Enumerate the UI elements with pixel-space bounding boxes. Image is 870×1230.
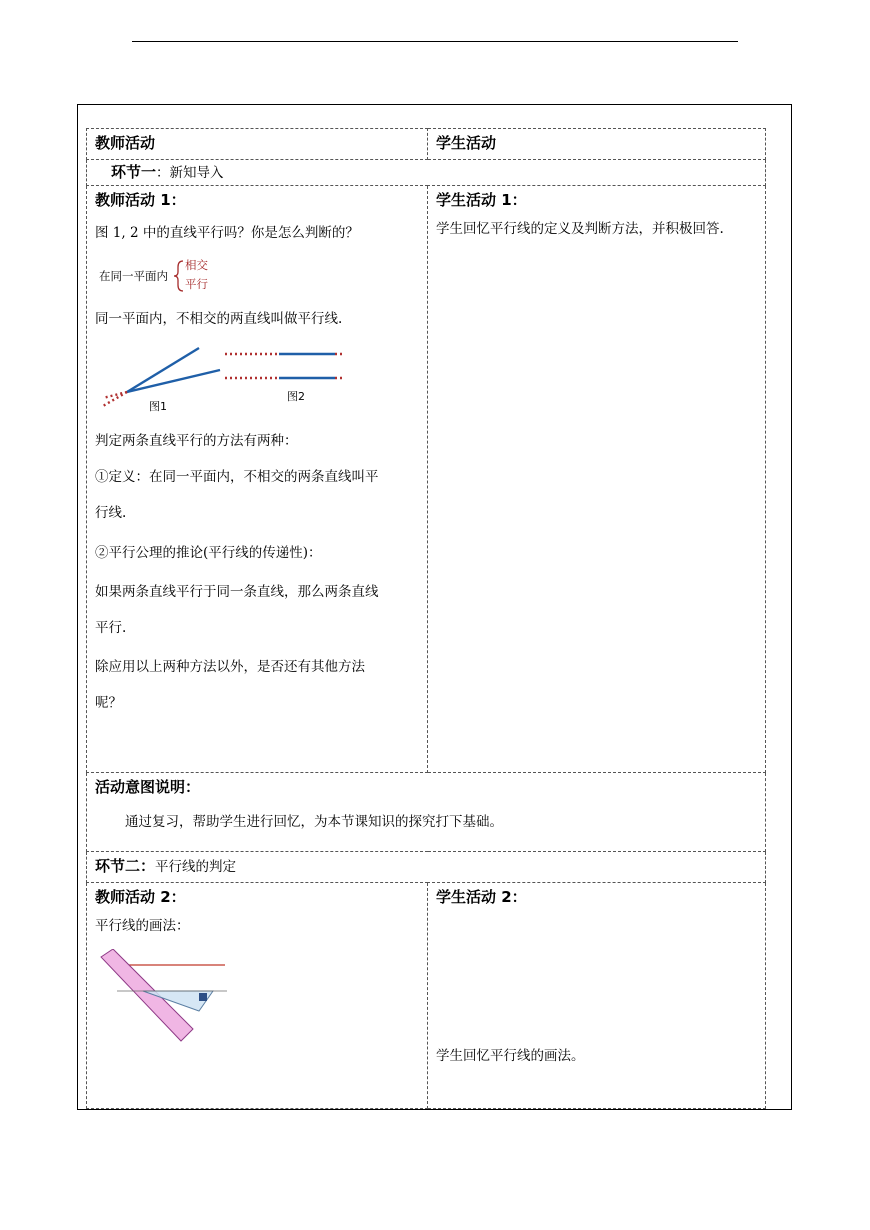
student-activity-1-cell <box>428 186 766 773</box>
teacher-activity-2-cell <box>87 883 428 1109</box>
coplanar-lines-diagram <box>95 254 295 298</box>
section-1-colon: ： <box>156 165 170 181</box>
lesson-plan-table <box>86 128 766 1109</box>
header-rule <box>132 41 738 42</box>
method-2: ②平行公理的推论(平行线的传递性)： <box>95 545 322 561</box>
section-1-label: 环节一 <box>111 163 157 181</box>
teacher-activity-1-question: 图 1, 2 中的直线平行吗？你是怎么判断的？ <box>95 225 359 241</box>
figure-1-2-lines <box>95 338 355 418</box>
activity-1-row <box>87 186 766 773</box>
fig1-line-a <box>127 348 199 392</box>
diagram-option-parallel: 平行 <box>185 277 208 291</box>
question-2-a: 除应用以上两种方法以外，是否还有其他方法 <box>95 659 365 675</box>
teacher-activity-1-heading: 教师活动 1： <box>95 191 186 209</box>
student-activity-2-heading: 学生活动 2： <box>436 888 527 906</box>
student-activity-1-text: 学生回忆平行线的定义及判断方法，并积极回答. <box>436 221 724 237</box>
diagram-brace <box>174 261 183 291</box>
activity-intent-row <box>87 773 766 852</box>
student-activity-2-text: 学生回忆平行线的画法。 <box>436 1048 585 1064</box>
activity-intent-text: 通过复习，帮助学生进行回忆，为本节课知识的探究打下基础。 <box>125 814 503 830</box>
section-1-row <box>87 160 766 186</box>
teacher-column-header <box>87 129 428 160</box>
section-2-row <box>87 852 766 883</box>
activity-intent-heading: 活动意图说明： <box>95 778 201 796</box>
parallel-drawing-ruler-diagram <box>95 949 245 1049</box>
activity-intent-cell <box>87 773 766 852</box>
table-header-row <box>87 129 766 160</box>
teacher-column-label: 教师活动 <box>95 134 156 152</box>
teacher-activity-2-heading: 教师活动 2： <box>95 888 186 906</box>
activity-2-row <box>87 883 766 1109</box>
student-column-header <box>428 129 766 160</box>
method-2-detail-b: 平行. <box>95 620 127 636</box>
method-1-line-a: ①定义：在同一平面内，不相交的两条直线叫平 <box>95 469 379 485</box>
question-2-b: 呢？ <box>95 695 122 711</box>
set-square-label <box>199 993 207 1001</box>
fig1-label: 图1 <box>149 400 167 413</box>
student-column-label: 学生活动 <box>436 134 497 152</box>
section-2-cell <box>87 852 766 883</box>
section-1-cell <box>87 160 766 186</box>
fig2-label: 图2 <box>287 390 305 403</box>
student-activity-1-heading: 学生活动 1： <box>436 191 527 209</box>
method-2-detail-a: 如果两条直线平行于同一条直线，那么两条直线 <box>95 584 379 600</box>
section-1-title: 新知导入 <box>169 165 224 181</box>
teacher-activity-1-cell <box>87 186 428 773</box>
fig1-extension-a <box>103 392 127 406</box>
fig1-extension-b <box>103 392 127 398</box>
teacher-activity-2-text: 平行线的画法： <box>95 918 190 934</box>
section-2-title: 平行线的判定 <box>155 859 237 875</box>
student-activity-2-cell <box>428 883 766 1109</box>
diagram-left-text: 在同一平面内 <box>99 269 168 283</box>
diagram-option-intersect: 相交 <box>185 258 208 272</box>
fig1-line-b <box>127 370 220 392</box>
method-1-line-b: 行线. <box>95 505 127 521</box>
methods-intro: 判定两条直线平行的方法有两种： <box>95 433 298 449</box>
section-2-label: 环节二： <box>95 857 156 875</box>
parallel-definition: 同一平面内，不相交的两直线叫做平行线. <box>95 311 343 327</box>
